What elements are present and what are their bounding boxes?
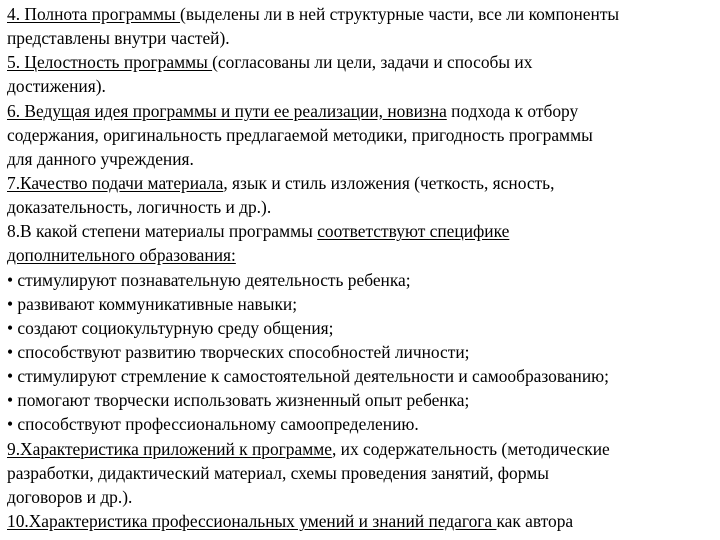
criterion-9-line-3: договоров и др.). — [7, 486, 133, 507]
criterion-8-text: 8.В какой степени материалы программы — [7, 221, 318, 242]
criterion-4-line-2: представлены внутри частей). — [7, 28, 230, 49]
criterion-9-line-1 — [7, 437, 714, 461]
criterion-6-text: подхода к отбору — [446, 100, 579, 121]
criterion-7-line-1 — [7, 171, 714, 195]
criterion-9-heading: 9.Характеристика приложений к программе — [7, 438, 332, 459]
criterion-8-line-1 — [7, 219, 714, 243]
criterion-10-text: как автора — [496, 510, 574, 531]
criterion-5-line-2: достижения). — [7, 76, 106, 97]
bullet-item: • помогают творчески использовать жизненный опыт ребенка; — [7, 390, 470, 411]
criterion-9-line-2: разработки, дидактический материал, схемы проведения занятий, формы — [7, 462, 549, 483]
criterion-4-line-1 — [7, 2, 714, 26]
criterion-8-line-2: дополнительного образования: — [7, 245, 236, 266]
bullet-item: • способствуют профессиональному самоопределению. — [7, 414, 419, 435]
criterion-5-heading: 5. Целостность программы — [7, 52, 213, 73]
bullet-item: • стимулируют познавательную деятельность ребенка; — [7, 269, 411, 290]
criterion-6-line-3: для данного учреждения. — [7, 148, 194, 169]
criterion-8-heading: соответствуют специфике — [317, 221, 510, 242]
criterion-4-text: (выделены ли в ней структурные части, все ли компоненты — [180, 4, 620, 24]
criterion-6-heading: 6. Ведущая идея программы и пути ее реализации, новизна — [7, 100, 447, 121]
criterion-7-heading: 7.Качество подачи материала — [7, 172, 224, 193]
criterion-4-heading: 4. Полнота программы — [7, 4, 181, 24]
bullet-item: • способствуют развитию творческих способностей личности; — [7, 341, 470, 362]
criterion-10-line-1 — [7, 509, 714, 533]
bullet-item: • развивают коммуникативные навыки; — [7, 293, 298, 314]
bullet-item: • стимулируют стремление к самостоятельной деятельности и самообразованию; — [7, 366, 609, 387]
criterion-5-text: (согласованы ли цели, задачи и способы их — [212, 52, 533, 73]
criterion-6-line-2: содержания, оригинальность предлагаемой методики, пригодность программы — [7, 124, 593, 145]
criterion-5-line-1 — [7, 50, 714, 74]
criterion-10-heading: 10.Характеристика профессиональных умений и знаний педагога — [7, 510, 497, 531]
criterion-7-line-2: доказательность, логичность и др.). — [7, 197, 272, 218]
criterion-9-text: , их содержательность (методические — [331, 438, 610, 459]
criterion-6-line-1 — [7, 99, 714, 123]
criterion-7-text: , язык и стиль изложения (четкость, ясность, — [223, 172, 555, 193]
bullet-item: • создают социокультурную среду общения; — [7, 317, 334, 338]
